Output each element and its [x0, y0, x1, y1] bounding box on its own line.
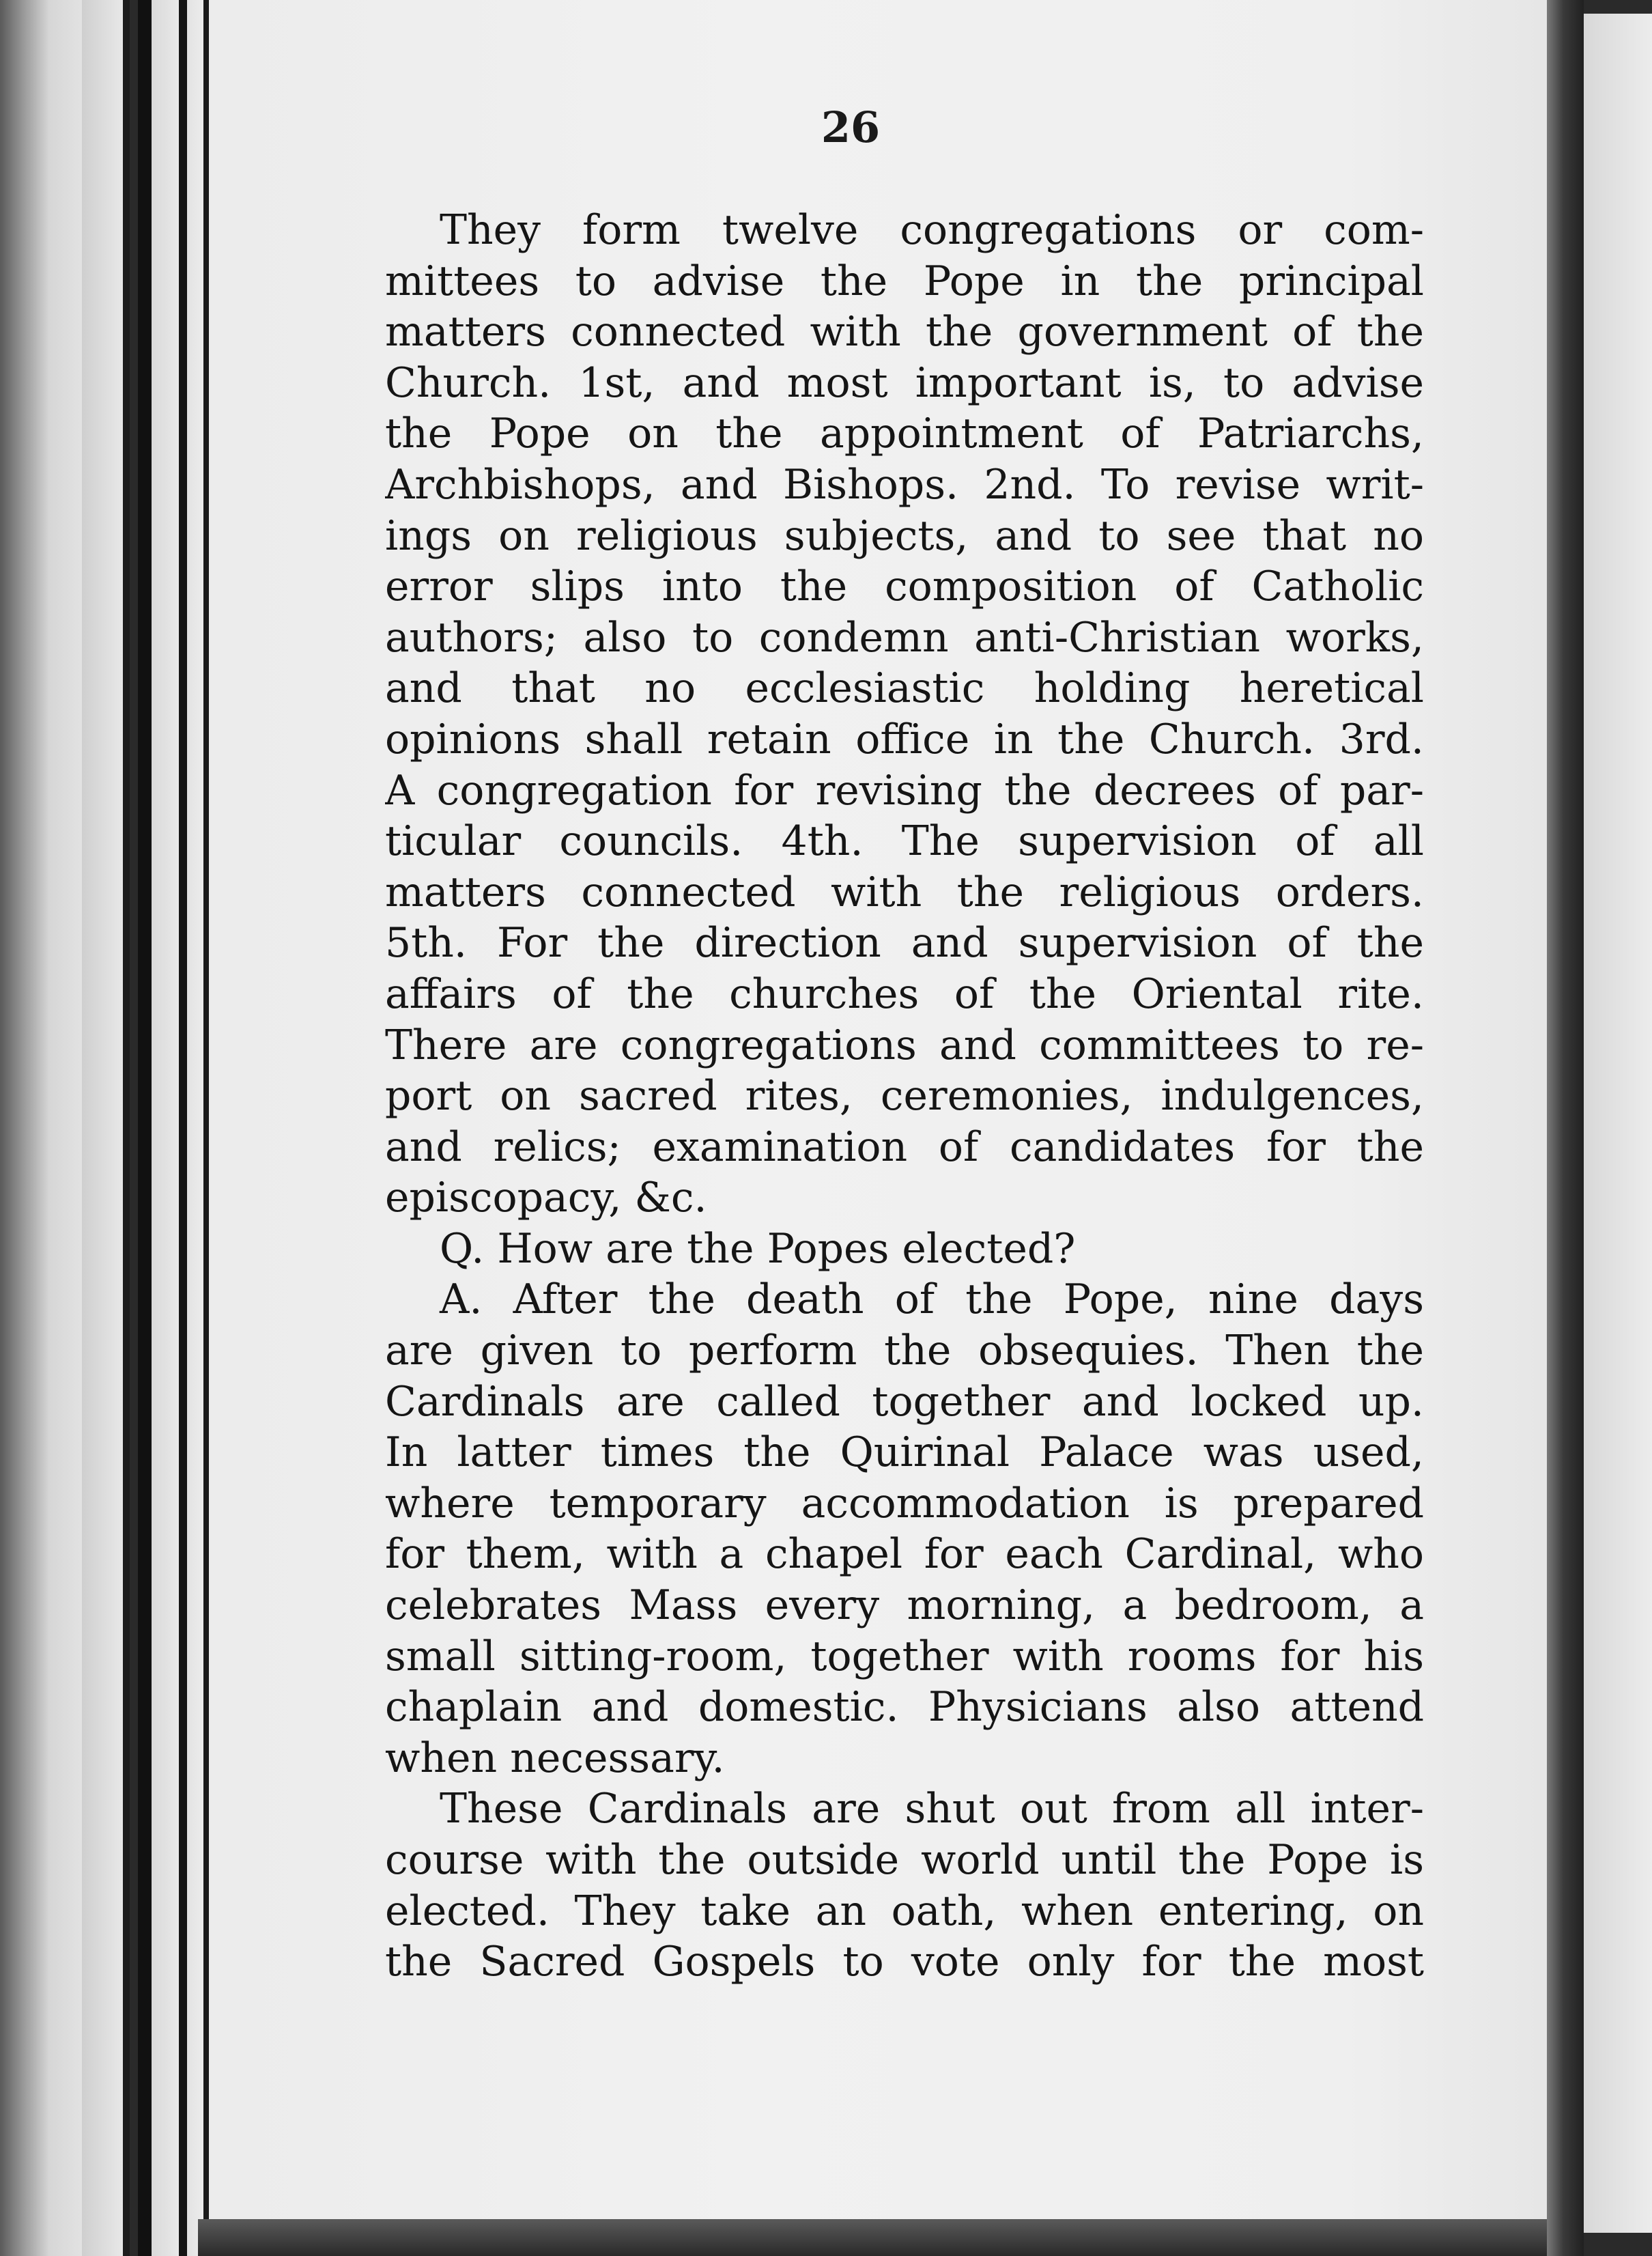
- book-page: [209, 0, 1547, 2219]
- text-line: These Cardinals are shut out from all inter-: [440, 1785, 1424, 1833]
- text-line: opinions shall retain office in the Church. 3rd.: [385, 715, 1424, 763]
- book-edge-left: [0, 0, 82, 2256]
- text-line: Q. How are the Popes elected?: [440, 1224, 1076, 1273]
- book-gutter: [1547, 0, 1584, 2256]
- text-line: A. After the death of the Pope, nine days: [440, 1275, 1424, 1324]
- page-edge-stack: [82, 0, 123, 2256]
- text-line: for them, with a chapel for each Cardinal, who: [385, 1530, 1424, 1579]
- text-line: port on sacred rites, ceremonies, indulgences,: [385, 1072, 1424, 1120]
- text-line: matters connected with the government of the: [385, 308, 1424, 356]
- text-line: small sitting-room, together with rooms for his: [385, 1632, 1424, 1680]
- text-line: mittees to advise the Pope in the principal: [385, 257, 1424, 305]
- body-text: [385, 205, 1424, 1988]
- page-bottom-shadow: [198, 2219, 1550, 2256]
- text-line: ticular councils. 4th. The supervision of all: [385, 817, 1424, 866]
- text-line: A congregation for revising the decrees of par-: [385, 766, 1424, 815]
- text-line: Archbishops, and Bishops. 2nd. To revise writ-: [385, 460, 1424, 509]
- page-edge-line: [138, 0, 152, 2256]
- page-edge-line: [123, 0, 130, 2256]
- text-line: affairs of the churches of the Oriental rite.: [385, 970, 1424, 1018]
- text-line: In latter times the Quirinal Palace was used,: [385, 1428, 1424, 1477]
- text-line: celebrates Mass every morning, a bedroom, a: [385, 1581, 1424, 1630]
- text-line: Church. 1st, and most important is, to advise: [385, 358, 1424, 407]
- text-line: matters connected with the religious orders.: [385, 868, 1424, 916]
- text-line: are given to perform the obsequies. Then the: [385, 1327, 1424, 1375]
- page-edge-line: [179, 0, 187, 2256]
- text-line: elected. They take an oath, when entering, on: [385, 1887, 1424, 1935]
- page-number: 26: [821, 102, 881, 152]
- text-line: ings on religious subjects, and to see that no: [385, 511, 1424, 560]
- text-line: authors; also to condemn anti-Christian works,: [385, 613, 1424, 662]
- text-line: error slips into the composition of Catholic: [385, 563, 1424, 611]
- text-line: when necessary.: [385, 1734, 725, 1782]
- text-line: where temporary accommodation is prepared: [385, 1479, 1424, 1527]
- text-line: the Sacred Gospels to vote only for the most: [385, 1938, 1424, 1986]
- text-line: the Pope on the appointment of Patriarchs,: [385, 410, 1424, 458]
- text-line: chaplain and domestic. Physicians also attend: [385, 1683, 1424, 1732]
- text-line: and relics; examination of candidates for the: [385, 1123, 1424, 1171]
- text-line: 5th. For the direction and supervision of the: [385, 919, 1424, 968]
- text-line: Cardinals are called together and locked up.: [385, 1377, 1424, 1426]
- page-edge-line: [203, 0, 209, 2256]
- text-line: course with the outside world until the Pope is: [385, 1836, 1424, 1884]
- text-line: episcopacy, &c.: [385, 1174, 707, 1222]
- facing-page-edge: [1584, 14, 1652, 2233]
- text-line: They form twelve congregations or com-: [440, 206, 1424, 254]
- text-line: and that no ecclesiastic holding heretical: [385, 664, 1424, 713]
- text-line: There are congregations and committees to re-: [385, 1021, 1424, 1069]
